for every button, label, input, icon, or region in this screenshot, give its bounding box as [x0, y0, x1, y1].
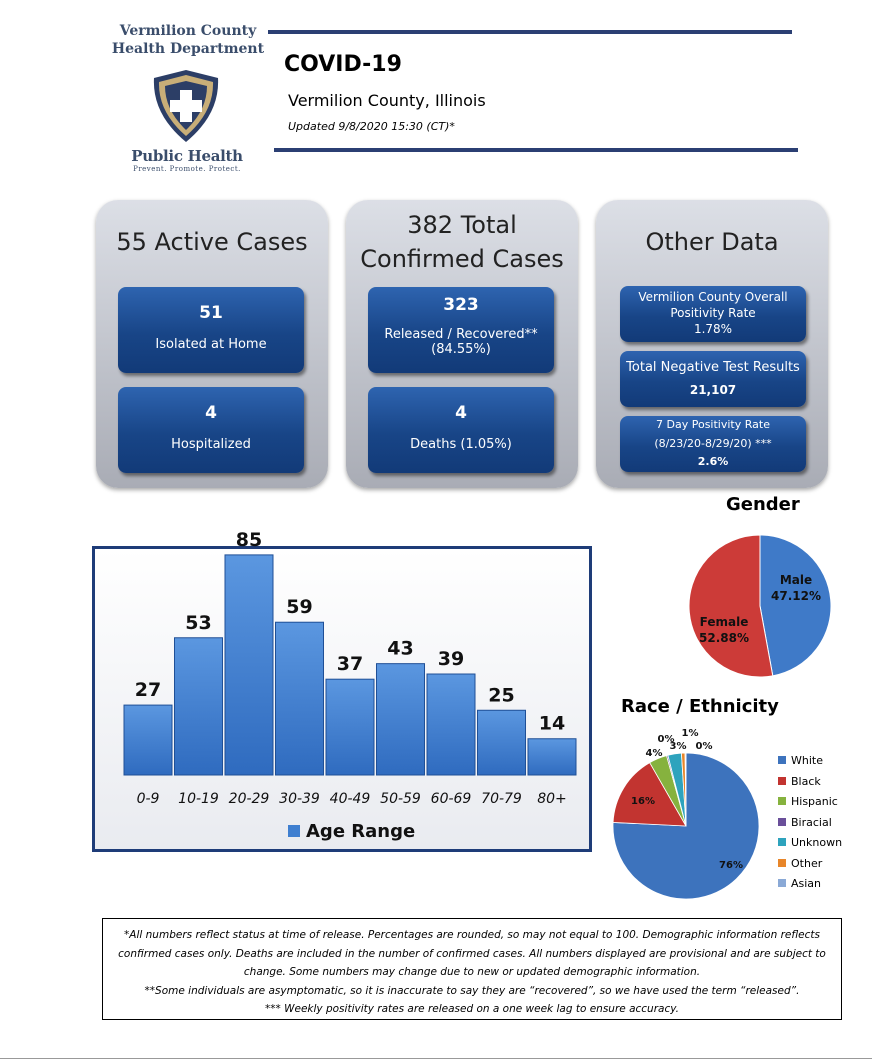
race-legend-swatch: [778, 756, 786, 764]
race-slice-label: 16%: [631, 796, 655, 807]
age-category-label: 70-79: [481, 791, 522, 807]
age-category-label: 80+: [537, 791, 567, 807]
age-bar-70-79: [478, 710, 526, 775]
race-slice-label: 76%: [719, 860, 743, 871]
race-legend-item: [778, 816, 832, 830]
positivity-label-line2: Positivity Rate: [670, 306, 756, 320]
race-legend-item: [778, 857, 822, 871]
total-cases-title-line2: Confirmed Cases: [360, 245, 564, 273]
age-bar-value-label: 39: [437, 648, 465, 671]
page-bottom-rule: [0, 1058, 872, 1059]
total-cases-panel: [346, 200, 578, 488]
race-legend-label: Asian: [791, 877, 822, 890]
age-bar-20-29: [225, 555, 273, 775]
age-bar-value-label: 37: [336, 653, 364, 676]
released-card: [368, 287, 554, 373]
seven-day-positivity-card: [620, 416, 806, 472]
other-data-panel: [596, 200, 828, 488]
race-slice-label: 0%: [657, 734, 675, 745]
isolated-at-home-card: [118, 287, 304, 373]
age-bar-60-69: [427, 674, 475, 775]
footnote-line3: change. Some numbers may change due to new or updated demographic information.: [243, 966, 701, 978]
header-bottom-rule: [274, 148, 798, 152]
total-cases-title-line1: 382 Total: [407, 211, 517, 239]
age-bar-30-39: [276, 622, 324, 775]
org-name: [108, 22, 268, 58]
age-category-label: 50-59: [380, 791, 421, 807]
isolated-count: 51: [199, 303, 223, 323]
age-bar-50-59: [377, 664, 425, 775]
negative-tests-value: 21,107: [689, 383, 737, 397]
age-category-label: 30-39: [279, 791, 320, 807]
age-bar-0-9: [124, 705, 172, 775]
race-legend-item: [778, 795, 838, 809]
race-legend-item: [778, 836, 842, 850]
gender-slice-male: [760, 535, 831, 676]
age-category-label: 0-9: [136, 791, 160, 807]
gender-slice-percent: 52.88%: [699, 631, 749, 645]
released-count: 323: [443, 295, 479, 315]
health-shield-logo-icon: [148, 68, 224, 144]
age-bar-80+: [528, 739, 576, 775]
race-legend-label: Other: [791, 856, 823, 870]
footnote-line4: **Some individuals are asymptomatic, so it is inaccurate to say they are “recovered”, so we have used the term “released”.: [144, 984, 800, 997]
race-slice-label: 1%: [681, 728, 699, 739]
age-category-label: 10-19: [178, 791, 219, 807]
age-bar-value-label: 27: [134, 679, 162, 702]
gender-slice-percent: 47.12%: [771, 589, 821, 603]
race-legend-swatch: [778, 879, 786, 887]
hospitalized-count: 4: [205, 403, 217, 423]
race-legend-item: [778, 775, 821, 789]
age-bar-10-19: [175, 638, 223, 775]
race-slice-label: 0%: [695, 741, 713, 752]
age-legend-label: Age Range: [306, 821, 416, 842]
deaths-card: [368, 387, 554, 473]
race-legend-label: Black: [791, 774, 821, 788]
race-legend-item: [778, 877, 821, 891]
seven-day-label-line2: (8/23/20-8/29/20) ***: [654, 437, 772, 450]
race-legend-swatch: [778, 859, 786, 867]
gender-chart-title: Gender: [726, 494, 800, 515]
age-bar-value-label: 53: [185, 611, 212, 634]
race-legend-label: White: [791, 754, 823, 767]
footnote-line2: confirmed cases only. Deaths are included in the number of confirmed cases. All numbers displayed are provisional and are subject to: [118, 947, 826, 960]
age-category-label: 40-49: [329, 791, 371, 807]
active-cases-title: 55 Active Cases: [116, 228, 308, 256]
gender-slice-name: Female: [699, 615, 749, 629]
race-legend-swatch: [778, 797, 786, 805]
footnote-line1: *All numbers reflect status at time of release. Percentages are rounded, so may not equal to 100. Demographic information reflects: [124, 929, 820, 941]
hospitalized-card: [118, 387, 304, 473]
hospitalized-label: Hospitalized: [171, 437, 251, 452]
gender-pie-chart: [680, 530, 840, 690]
public-health-tagline: Prevent. Promote. Protect.: [133, 165, 241, 173]
age-bar-value-label: 14: [538, 712, 566, 735]
age-category-label: 60-69: [430, 791, 472, 807]
released-label: Released / Recovered**: [384, 327, 538, 342]
deaths-count: 4: [455, 403, 467, 423]
age-category-label: 20-29: [228, 791, 270, 807]
released-percent: (84.55%): [431, 342, 491, 357]
race-slice-label: 3%: [669, 741, 687, 752]
page-subtitle: Vermilion County, Illinois: [288, 91, 486, 110]
footnote-line5: *** Weekly positivity rates are released on a one week lag to ensure accuracy.: [265, 1003, 679, 1015]
gender-slice-female: [689, 535, 773, 677]
seven-day-label-line1: 7 Day Positivity Rate: [656, 418, 770, 431]
age-bar-40-49: [326, 679, 374, 775]
age-range-chart: [92, 528, 592, 852]
race-chart-title: Race / Ethnicity: [621, 696, 779, 717]
gender-slice-name: Male: [779, 573, 813, 587]
positivity-label-line1: Vermilion County Overall: [638, 290, 788, 304]
race-legend-label: Unknown: [791, 836, 843, 849]
public-health-wordmark: Public Health: [131, 147, 243, 165]
race-legend-swatch: [778, 777, 786, 785]
page-title: COVID-19: [284, 52, 402, 77]
active-cases-panel: [96, 200, 328, 488]
updated-timestamp: Updated 9/8/2020 15:30 (CT)*: [288, 120, 455, 133]
age-bar-value-label: 85: [235, 528, 263, 551]
race-legend-label: Biracial: [791, 815, 832, 829]
deaths-label: Deaths (1.05%): [410, 437, 512, 452]
race-legend-item: [778, 754, 823, 768]
race-legend-swatch: [778, 818, 786, 826]
negative-tests-label: Total Negative Test Results: [626, 360, 800, 375]
race-slice-label: 4%: [645, 748, 663, 759]
negative-tests-card: [620, 351, 806, 407]
age-legend-swatch: [288, 825, 300, 837]
other-data-title: Other Data: [645, 228, 779, 256]
isolated-label: Isolated at Home: [155, 337, 267, 352]
footnote-box: [102, 918, 842, 1020]
race-legend-swatch: [778, 838, 786, 846]
age-bar-value-label: 59: [286, 596, 313, 619]
age-range-chart-svg: [95, 528, 589, 849]
age-bar-value-label: 43: [387, 637, 414, 660]
header-top-rule: [268, 30, 792, 34]
seven-day-value: 2.6%: [697, 455, 729, 468]
race-legend-label: Hispanic: [791, 795, 838, 808]
positivity-value: 1.78%: [693, 322, 733, 336]
age-bar-value-label: 25: [488, 684, 515, 707]
positivity-rate-card: [620, 286, 806, 342]
race-pie-chart: [606, 720, 776, 905]
org-name-line2: Health Department: [111, 41, 265, 57]
org-name-line1: Vermilion County: [119, 23, 257, 39]
